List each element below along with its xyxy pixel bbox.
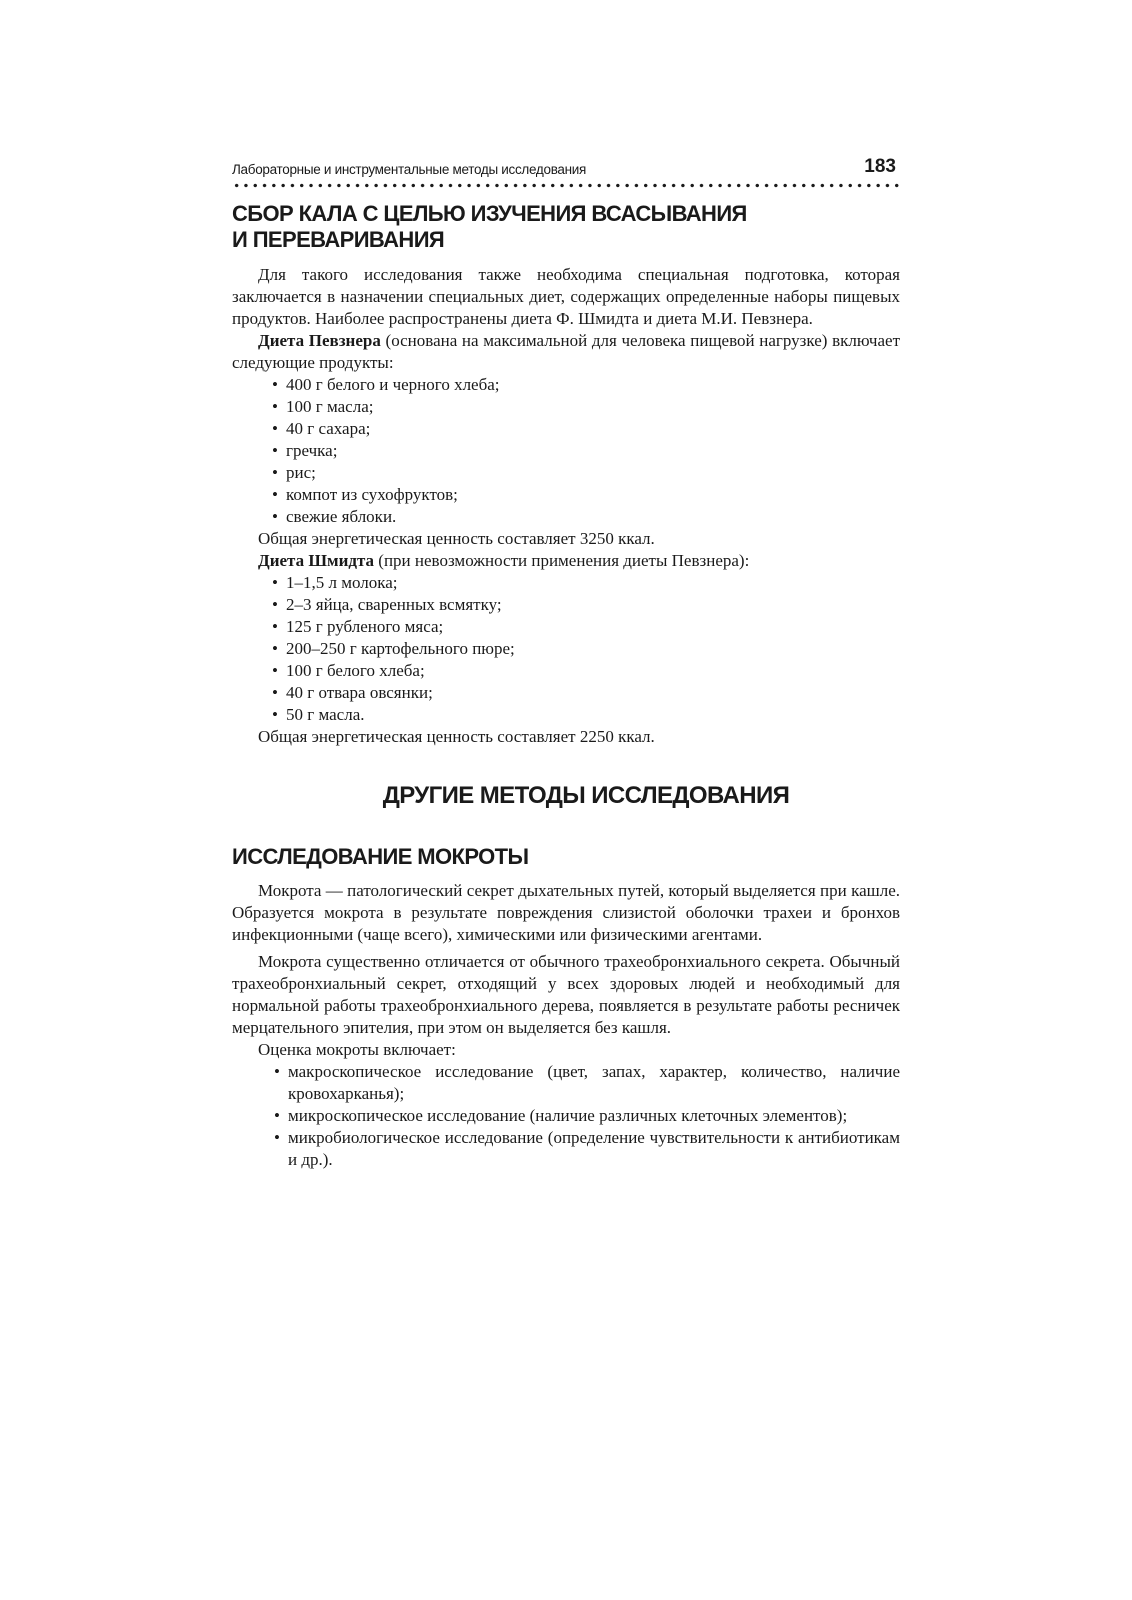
list-item: • 100 г масла; bbox=[272, 396, 900, 418]
book-page bbox=[232, 156, 900, 1171]
section-title-stool-collection bbox=[232, 201, 900, 253]
list-item: • 125 г рубленого мяса; bbox=[272, 616, 900, 638]
list-item: • 1–1,5 л молока; bbox=[272, 572, 900, 594]
sputum-assessment-list bbox=[232, 1061, 900, 1171]
pevzner-diet-text: (основана на максимальной для человека пищевой нагрузке) включает следующие продукты: bbox=[232, 331, 901, 372]
section-title-sputum: ИССЛЕДОВАНИЕ МОКРОТЫ bbox=[232, 844, 529, 869]
schmidt-diet-text: (при невозможности применения диеты Певзнера): bbox=[374, 551, 750, 570]
list-item: • 2–3 яйца, сваренных всмятку; bbox=[272, 594, 900, 616]
list-item: • 40 г сахара; bbox=[272, 418, 900, 440]
sputum-assessment-intro: Оценка мокроты включает: bbox=[258, 1040, 456, 1059]
schmidt-diet-lead: Диета Шмидта bbox=[258, 551, 375, 570]
list-item: • 200–250 г картофельного пюре; bbox=[272, 638, 900, 660]
pevzner-diet-lead: Диета Певзнера bbox=[258, 331, 381, 350]
dotted-rule bbox=[232, 183, 900, 188]
pevzner-diet-list bbox=[232, 374, 900, 528]
intro-paragraph: Для такого исследования также необходима специальная подготовка, которая заключается в назначении специальных диет, содержащих определенные наборы пищевых продуктов. Наиболее распространены диета Ф. Шмидта и диета М.И. Певзнера. bbox=[232, 265, 900, 328]
section-title-line-1: СБОР КАЛА С ЦЕЛЬЮ ИЗУЧЕНИЯ ВСАСЫВАНИЯ bbox=[232, 201, 747, 226]
running-title: Лабораторные и инструментальные методы исследования bbox=[232, 162, 587, 177]
page-number: 183 bbox=[864, 156, 896, 177]
list-item: • рис; bbox=[272, 462, 900, 484]
schmidt-diet-list bbox=[232, 572, 900, 726]
list-item: • 100 г белого хлеба; bbox=[272, 660, 900, 682]
list-item: • 40 г отвара овсянки; bbox=[272, 682, 900, 704]
list-item: • микроскопическое исследование (наличие различных клеточных элементов); bbox=[274, 1105, 900, 1127]
pevzner-diet-paragraph bbox=[232, 330, 900, 374]
pevzner-energy-line: Общая энергетическая ценность составляет 3250 ккал. bbox=[258, 529, 655, 548]
running-header bbox=[232, 156, 900, 182]
list-item: • 400 г белого и черного хлеба; bbox=[272, 374, 900, 396]
section-title-line-2: И ПЕРЕВАРИВАНИЯ bbox=[232, 227, 445, 252]
list-item: • компот из сухофруктов; bbox=[272, 484, 900, 506]
list-item: • 50 г масла. bbox=[272, 704, 900, 726]
list-item: • макроскопическое исследование (цвет, запах, характер, количество, наличие кровохарканья); bbox=[274, 1061, 900, 1105]
list-item: • свежие яблоки. bbox=[272, 506, 900, 528]
list-item: • гречка; bbox=[272, 440, 900, 462]
sputum-difference-paragraph: Мокрота существенно отличается от обычного трахеобронхиального секрета. Обычный трахеобронхиальный секрет, отходящий у всех здоровых людей и необходимый для нормальной работы трахеобронхиального дерева, появляется в результате работы ресничек мерцательного эпителия, при этом он выделяется без кашля. bbox=[232, 952, 900, 1037]
schmidt-energy-line: Общая энергетическая ценность составляет 2250 ккал. bbox=[258, 727, 655, 746]
list-item: • микробиологическое исследование (определение чувствительности к антибиотикам и др.). bbox=[274, 1127, 900, 1171]
sputum-definition-paragraph: Мокрота — патологический секрет дыхательных путей, который выделяется при кашле. Образуется мокрота в результате повреждения слизистой оболочки трахеи и бронхов инфекционными (чаще всего), химическими или физическими агентами. bbox=[232, 881, 900, 944]
schmidt-diet-paragraph bbox=[232, 550, 900, 572]
chapter-title: ДРУГИЕ МЕТОДЫ ИССЛЕДОВАНИЯ bbox=[382, 782, 790, 809]
